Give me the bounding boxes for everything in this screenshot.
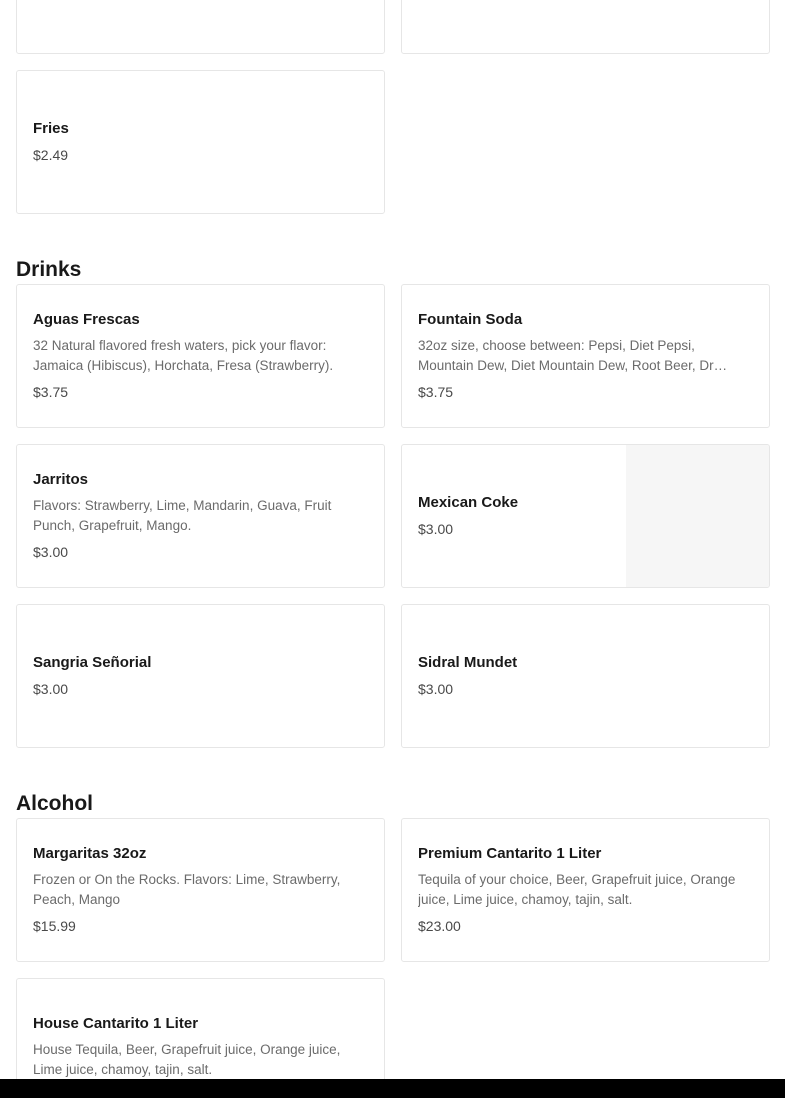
item-description: Tequila of your choice, Beer, Grapefruit juice, Orange juice, Lime juice, chamoy, tajin, salt. [418, 872, 736, 907]
section-title-drinks: Drinks [16, 258, 82, 281]
menu-item-premium-cantarito[interactable] [401, 818, 770, 962]
item-price: $3.00 [33, 681, 69, 697]
item-name: Premium Cantarito 1 Liter [418, 845, 602, 862]
section-title-alcohol: Alcohol [16, 792, 93, 815]
item-name: Aguas Frescas [33, 311, 140, 328]
menu-item-sangria-senorial[interactable] [16, 604, 385, 748]
item-description: Flavors: Strawberry, Lime, Mandarin, Guava, Fruit Punch, Grapefruit, Mango. [33, 498, 332, 533]
menu-item-card[interactable] [401, 0, 770, 54]
item-name: Sidral Mundet [418, 654, 518, 671]
item-name: Margaritas 32oz [33, 845, 147, 862]
bottom-bar [0, 1079, 785, 1098]
item-price: $3.75 [418, 384, 454, 400]
item-name: Sangria Señorial [33, 654, 152, 671]
item-price: $3.00 [33, 544, 69, 560]
item-description: Frozen or On the Rocks. Flavors: Lime, Strawberry, Peach, Mango [33, 872, 341, 907]
item-image-placeholder [626, 445, 769, 587]
menu-item-fries[interactable] [16, 70, 385, 214]
item-name: Jarritos [33, 471, 89, 488]
menu-item-card[interactable] [16, 0, 385, 54]
item-name: House Cantarito 1 Liter [33, 1015, 199, 1032]
menu-item-fountain-soda[interactable] [401, 284, 770, 428]
menu-item-jarritos[interactable] [16, 444, 385, 588]
item-price: $2.49 [33, 147, 69, 163]
item-price: $3.75 [33, 384, 69, 400]
item-name: Mexican Coke [418, 494, 519, 511]
menu-item-aguas-frescas[interactable] [16, 284, 385, 428]
menu-item-mexican-coke[interactable] [401, 444, 770, 588]
item-price: $3.00 [418, 521, 454, 537]
item-description: House Tequila, Beer, Grapefruit juice, Orange juice, Lime juice, chamoy, tajin, salt. [33, 1042, 341, 1077]
item-name: Fries [33, 120, 69, 137]
item-description: 32 Natural flavored fresh waters, pick your flavor: Jamaica (Hibiscus), Horchata, Fresa (Strawberry). [33, 338, 334, 373]
item-description: 32oz size, choose between: Pepsi, Diet Pepsi, Mountain Dew, Diet Mountain Dew, Root Beer, Dr [418, 338, 714, 373]
item-price: $3.00 [418, 681, 454, 697]
item-name: Fountain Soda [418, 311, 523, 328]
menu-item-margaritas[interactable] [16, 818, 385, 962]
item-price: $15.99 [33, 918, 76, 934]
menu-item-sidral-mundet[interactable] [401, 604, 770, 748]
item-price: $23.00 [418, 918, 461, 934]
